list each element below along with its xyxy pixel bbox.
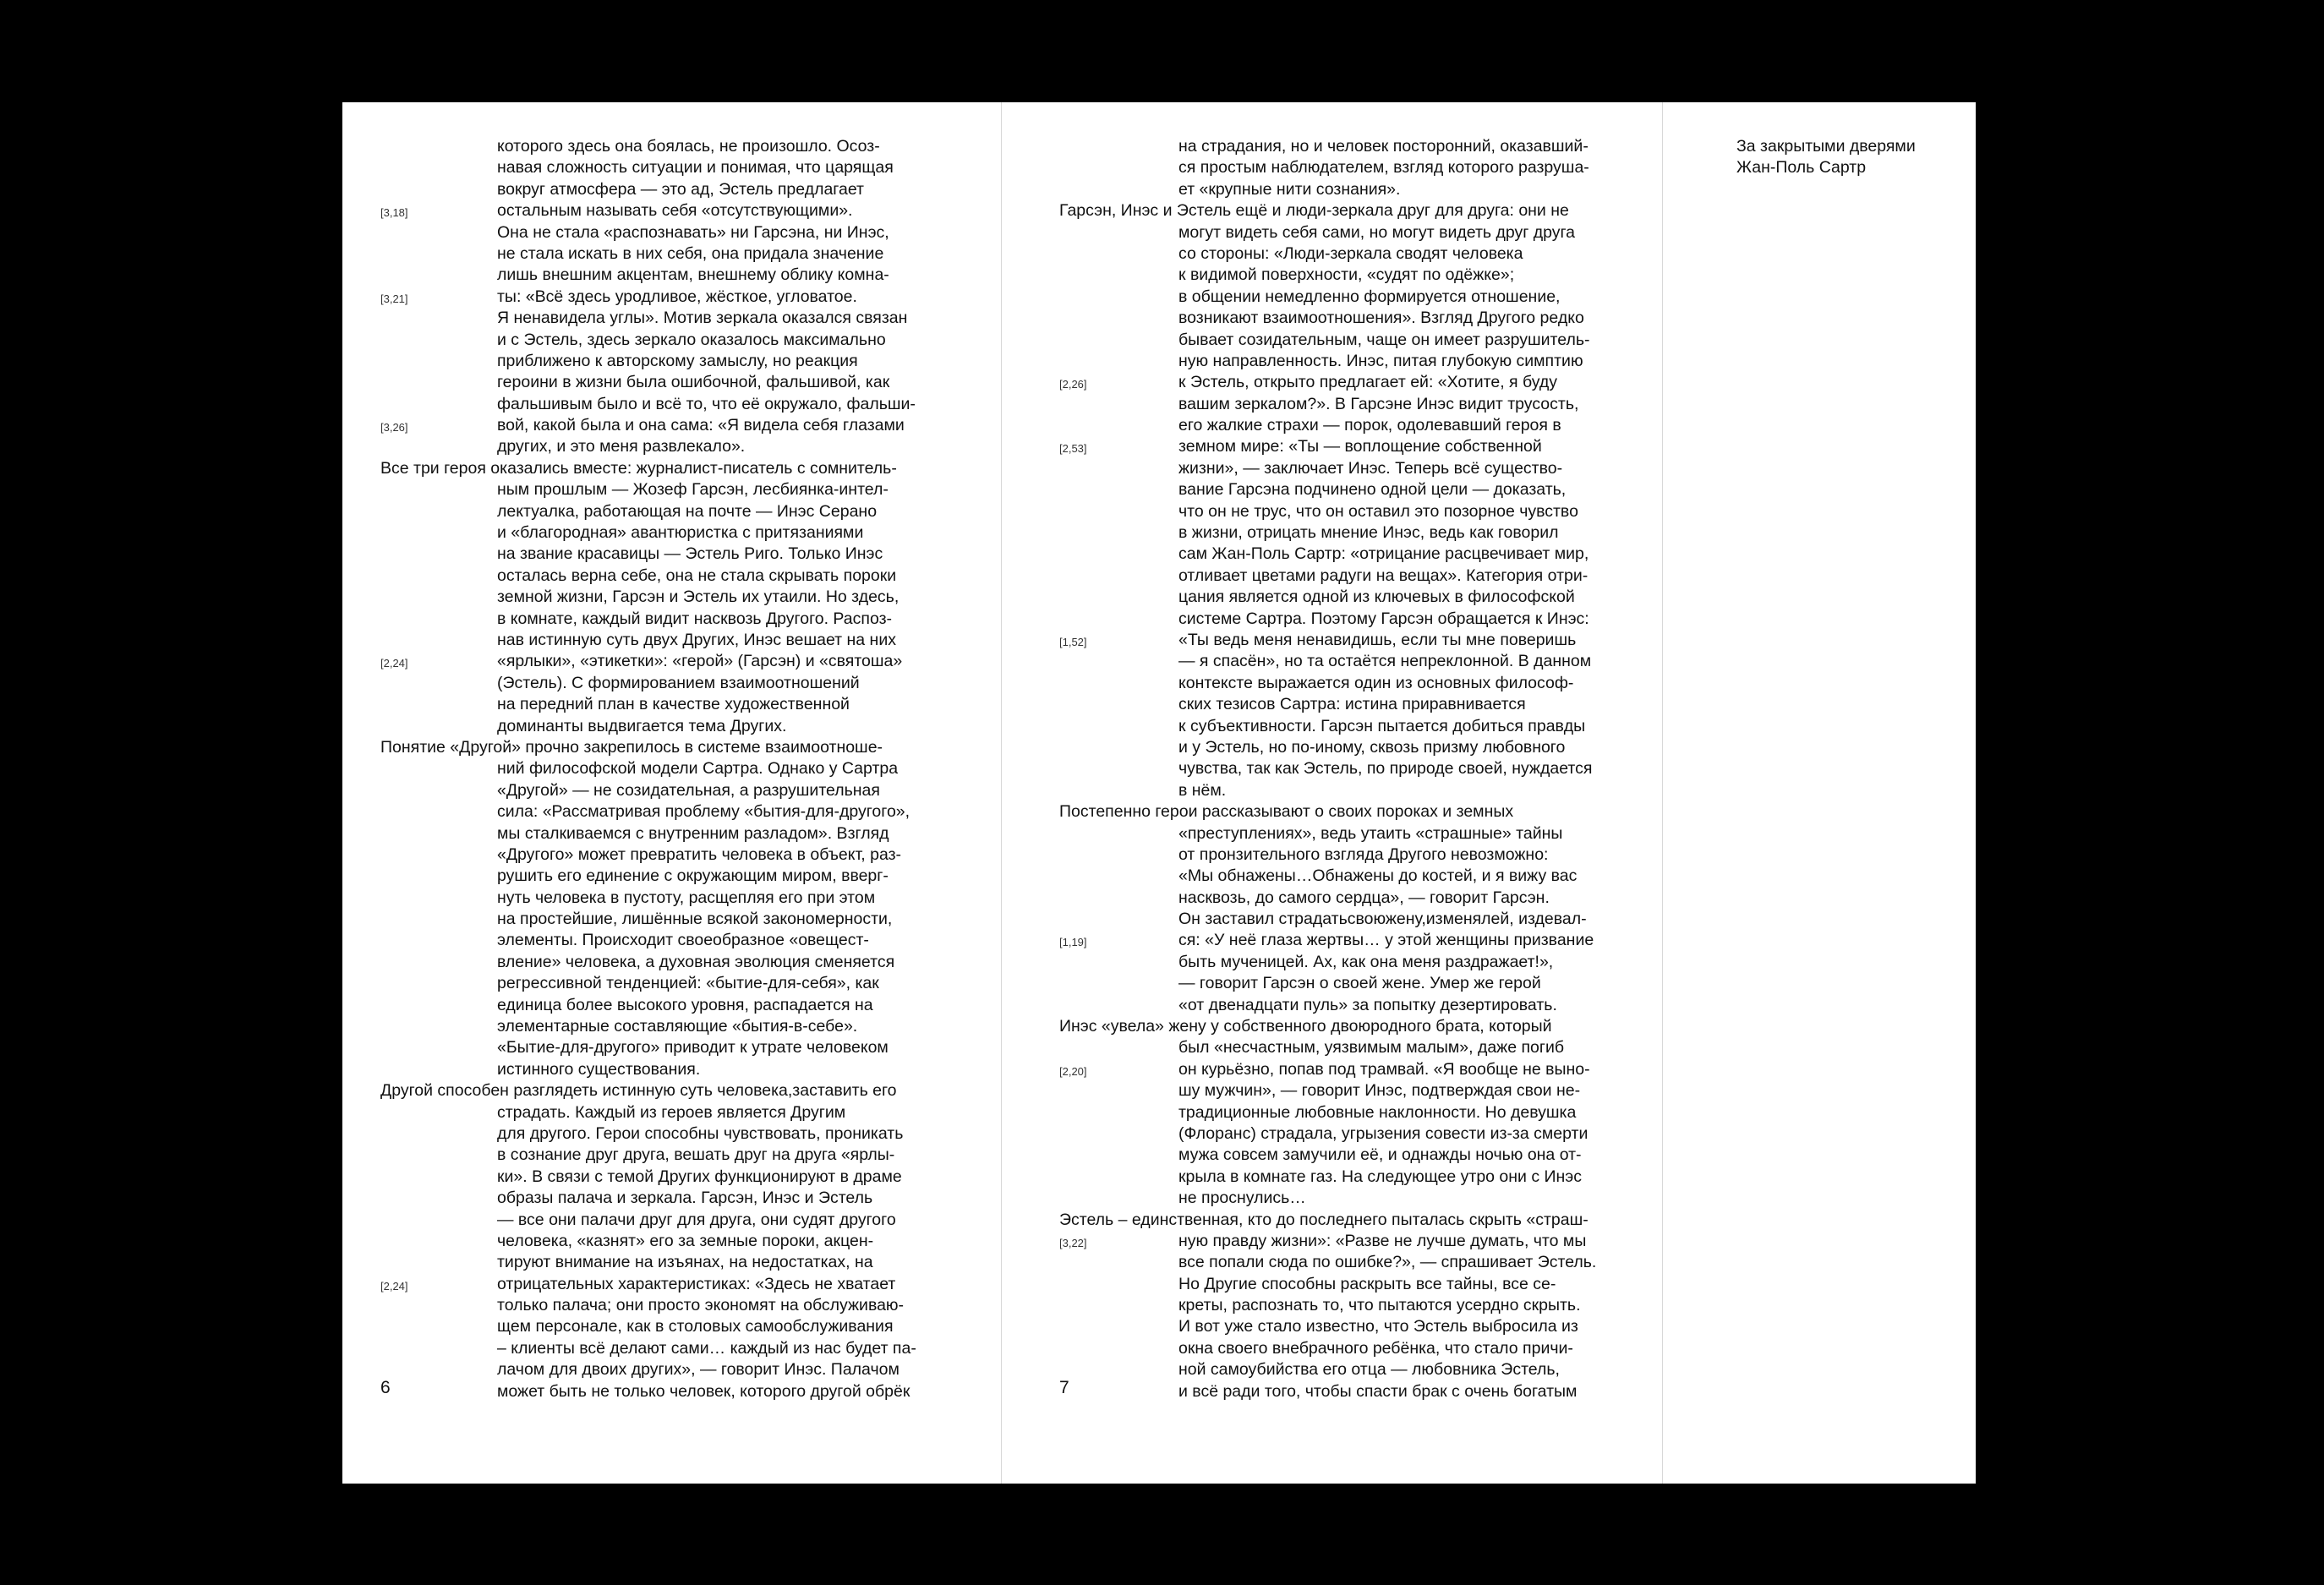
text-line: [1002, 1231, 1662, 1252]
line-text: в нём.: [1178, 780, 1227, 800]
line-text: в сознание друг друга, вешать друг на друга «ярлы-: [497, 1145, 895, 1165]
text-line: [342, 1123, 1001, 1145]
right-page-text: [1002, 136, 1662, 1402]
line-text: в комнате, каждый видит насквозь Другого. Распоз-: [497, 609, 893, 628]
line-text: сам Жан-Поль Сартр: «отрицание расцвечивает мир,: [1178, 544, 1589, 564]
text-line: [1002, 609, 1662, 630]
text-line: [342, 952, 1001, 973]
citation-note: [3,26]: [380, 421, 408, 435]
left-page-text: [342, 136, 1001, 1402]
line-text: Постепенно герои рассказывают о своих пороках и земных: [1059, 802, 1514, 822]
line-text: образы палача и зеркала. Гарсэн, Инэс и Эстель: [497, 1189, 873, 1208]
line-text: лачом для двоих других», — говорит Инэс. Палачом: [497, 1360, 900, 1380]
line-text: ся простым наблюдателем, взгляд которого разруша-: [1178, 158, 1589, 178]
line-text: элементарные составляющие «бытия-в-себе».: [497, 1017, 858, 1036]
line-text: в общении немедленно формируется отношение,: [1178, 287, 1561, 306]
text-line: [1002, 1037, 1662, 1058]
text-line: [1002, 630, 1662, 651]
text-line: [1002, 394, 1662, 415]
text-line: [342, 436, 1001, 457]
line-text: был «несчастным, уязвимым малым», даже погиб: [1178, 1038, 1565, 1058]
line-text: может быть не только человек, которого другой обрёк: [497, 1381, 910, 1401]
text-line: [1002, 287, 1662, 308]
text-line: [342, 1231, 1001, 1252]
text-line: [342, 1167, 1001, 1188]
text-line: [342, 823, 1001, 844]
line-text: – клиенты всё делают сами… каждый из нас будет па-: [497, 1338, 916, 1358]
line-text: ний философской модели Сартра. Однако у Сартра: [497, 759, 899, 779]
line-text: контексте выражается один из основных философ-: [1178, 673, 1574, 692]
text-line: [1002, 587, 1662, 608]
text-line: [342, 758, 1001, 779]
text-line: [342, 1102, 1001, 1123]
text-line: [342, 372, 1001, 393]
text-line: [1002, 308, 1662, 329]
text-line: [342, 265, 1001, 286]
line-text: — говорит Гарсэн о своей жене. Умер же герой: [1178, 974, 1541, 993]
text-line: [342, 136, 1001, 157]
text-line: [342, 479, 1001, 500]
line-text: на звание красавицы — Эстель Риго. Только Инэс: [497, 544, 883, 564]
line-text: нуть человека в пустоту, расщепляя его при этом: [497, 888, 876, 907]
text-line: [342, 501, 1001, 522]
line-text: Понятие «Другой» прочно закрепилось в системе взаимоотноше-: [380, 737, 883, 757]
line-text: «преступлениях», ведь утаить «страшные» тайны: [1178, 823, 1563, 843]
text-line: [1002, 136, 1662, 157]
line-text: к видимой поверхности, «судят по одёжке»;: [1178, 265, 1515, 285]
citation-note: [1,19]: [1059, 936, 1087, 949]
page-number-right: 7: [1059, 1378, 1069, 1397]
text-line: [342, 609, 1001, 630]
text-line: [342, 844, 1001, 866]
line-text: ки». В связи с темой Других функционируют в драме: [497, 1167, 902, 1186]
text-line: [1002, 222, 1662, 243]
line-text: для другого. Герои способны чувствовать, проникать: [497, 1123, 904, 1143]
line-text: ет «крупные нити сознания».: [1178, 179, 1401, 199]
line-text: вашим зеркалом?». В Гарсэне Инэс видит трусость,: [1178, 394, 1579, 413]
text-line: [342, 1210, 1001, 1231]
text-line: [1002, 1059, 1662, 1080]
text-line: [342, 995, 1001, 1016]
line-text: Я ненавидела углы». Мотив зеркала оказался связан: [497, 309, 908, 328]
text-line: [1002, 1123, 1662, 1145]
citation-note: [2,24]: [380, 1279, 408, 1293]
line-text: он курьёзно, попав под трамвай. «Я вообще не выно-: [1178, 1059, 1590, 1079]
text-line: [342, 1080, 1001, 1101]
line-text: «ярлыки», «этикетки»: «герой» (Гарсэн) и «святоша»: [497, 652, 903, 671]
line-text: (Эстель). С формированием взаимоотношений: [497, 673, 860, 692]
line-text: креты, распознать то, что пытаются усердно скрыть.: [1178, 1296, 1581, 1315]
text-line: [342, 200, 1001, 221]
text-line: [1002, 651, 1662, 672]
cover-flap: [1663, 102, 1976, 1484]
text-line: [1002, 157, 1662, 178]
text-line: [1002, 909, 1662, 930]
text-line: [1002, 1295, 1662, 1316]
line-text: ских тезисов Сартра: истина приравнивается: [1178, 695, 1526, 714]
line-text: — я спасён», но та остаётся непреклонной. В данном: [1178, 652, 1592, 671]
line-text: жизни», — заключает Инэс. Теперь всё существо-: [1178, 458, 1563, 478]
line-text: человека, «казнят» его за земные пороки, акцен-: [497, 1231, 874, 1250]
text-line: [1002, 1102, 1662, 1123]
line-text: ную правду жизни»: «Разве не лучше думать, что мы: [1178, 1231, 1587, 1250]
line-text: Эстель – единственная, кто до последнего пыталась скрыть «страш-: [1059, 1210, 1589, 1229]
line-text: к субъективности. Гарсэн пытается добиться правды: [1178, 716, 1586, 735]
text-line: [342, 930, 1001, 951]
citation-note: [2,24]: [380, 657, 408, 670]
text-line: [1002, 673, 1662, 694]
line-text: героини в жизни была ошибочной, фальшивой, как: [497, 373, 890, 392]
line-text: системе Сартра. Поэтому Гарсэн обращается к Инэс:: [1178, 609, 1589, 628]
line-text: отливает цветами радуги на вещах». Категория отри-: [1178, 566, 1589, 585]
text-line: [1002, 415, 1662, 436]
line-text: И вот уже стало известно, что Эстель выбросила из: [1178, 1317, 1578, 1336]
text-line: [342, 394, 1001, 415]
text-line: [342, 287, 1001, 308]
text-line: [342, 866, 1001, 887]
text-line: [1002, 1381, 1662, 1402]
line-text: «Бытие-для-другого» приводит к утрате человеком: [497, 1038, 889, 1058]
text-line: [342, 1059, 1001, 1080]
text-line: [1002, 1145, 1662, 1166]
text-line: [342, 243, 1001, 265]
line-text: ным прошлым — Жозеф Гарсэн, лесбиянка-интел-: [497, 480, 889, 500]
text-line: [1002, 179, 1662, 200]
line-text: тируют внимание на изъянах, на недостатках, на: [497, 1253, 873, 1272]
text-line: [342, 222, 1001, 243]
text-line: [342, 1338, 1001, 1359]
line-text: (Флоранс) страдала, угрызения совести из-за смерти: [1178, 1123, 1589, 1143]
line-text: мы сталкиваемся с внутренним разладом». Взгляд: [497, 823, 889, 843]
text-line: [1002, 1274, 1662, 1295]
text-line: [1002, 1252, 1662, 1273]
line-text: регрессивной тенденцией: «бытие-для-себя», как: [497, 974, 879, 993]
book-author: Жан-Поль Сартр: [1736, 158, 1867, 178]
line-text: Но Другие способны раскрыть все тайны, все се-: [1178, 1274, 1556, 1293]
right-page: [1002, 102, 1662, 1484]
text-line: [1002, 1210, 1662, 1231]
line-text: шу мужчин», — говорит Инэс, подтверждая свои не-: [1178, 1081, 1581, 1101]
line-text: доминанты выдвигается тема Других.: [497, 716, 787, 735]
line-text: крыла в комнате газ. На следующее утро они с Инэс: [1178, 1167, 1582, 1186]
page-number-left: 6: [380, 1378, 391, 1397]
line-text: вокруг атмосфера — это ад, Эстель предлагает: [497, 179, 864, 199]
text-line: [342, 780, 1001, 801]
line-text: его жалкие страхи — порок, одолевавший героя в: [1178, 416, 1561, 435]
line-text: отрицательных характеристиках: «Здесь не хватает: [497, 1274, 896, 1293]
line-text: на простейшие, лишённые всякой закономерности,: [497, 910, 893, 929]
line-text: мужа совсем замучили её, и однажды ночью она от-: [1178, 1145, 1582, 1165]
left-page: [342, 102, 1001, 1484]
text-line: [1002, 351, 1662, 372]
line-text: лектуалка, работающая на почте — Инэс Серано: [497, 501, 878, 521]
text-line: [342, 566, 1001, 587]
line-text: «Другой» — не созидательная, а разрушительная: [497, 780, 880, 800]
line-text: остальным называть себя «отсутствующими».: [497, 201, 853, 221]
text-line: [1002, 1338, 1662, 1359]
text-line: [1002, 479, 1662, 500]
line-text: ную направленность. Инэс, питая глубокую симптию: [1178, 351, 1583, 370]
text-line: [342, 630, 1001, 651]
text-line: [342, 1359, 1001, 1380]
line-text: нав истинную суть двух Других, Инэс вешает на них: [497, 630, 896, 649]
line-text: со стороны: «Люди-зеркала сводят человека: [1178, 243, 1523, 263]
line-text: приближено к авторскому замыслу, но реакция: [497, 351, 858, 370]
text-line: [1002, 436, 1662, 457]
line-text: традиционные любовные наклонности. Но девушка: [1178, 1102, 1577, 1122]
text-line: [342, 716, 1001, 737]
line-text: рушить его единение с окружающим миром, вверг-: [497, 866, 889, 886]
line-text: единица более высокого уровня, распадается на: [497, 995, 873, 1014]
line-text: ся: «У неё глаза жертвы… у этой женщины призвание: [1178, 931, 1594, 950]
line-text: от пронзительного взгляда Другого невозможно:: [1178, 844, 1549, 864]
line-text: Она не стала «распознавать» ни Гарсэна, ни Инэс,: [497, 222, 889, 242]
line-text: все попали сюда по ошибке?», — спрашивает Эстель.: [1178, 1253, 1597, 1272]
text-line: [1002, 566, 1662, 587]
text-line: [342, 351, 1001, 372]
citation-note: [3,21]: [380, 292, 408, 305]
line-text: ты: «Всё здесь уродливое, жёсткое, угловатое.: [497, 287, 857, 306]
text-line: [342, 458, 1001, 479]
line-text: «от двенадцати пуль» за попытку дезертировать.: [1178, 995, 1557, 1014]
text-line: [1002, 1016, 1662, 1037]
text-line: [342, 1274, 1001, 1295]
text-line: [342, 157, 1001, 178]
text-line: [1002, 330, 1662, 351]
text-line: [342, 1316, 1001, 1337]
text-line: [342, 651, 1001, 672]
line-text: сила: «Рассматривая проблему «бытия-для-другого»,: [497, 802, 910, 822]
book-credit: [1736, 136, 1916, 179]
line-text: истинного существования.: [497, 1059, 701, 1079]
citation-note: [2,20]: [1059, 1064, 1087, 1078]
line-text: элементы. Происходит своеобразное «овещест-: [497, 931, 869, 950]
text-line: [1002, 995, 1662, 1016]
line-text: страдать. Каждый из героев является Другим: [497, 1102, 846, 1122]
line-text: на передний план в качестве художественной: [497, 695, 850, 714]
line-text: ной самоубийства его отца — любовника Эстель,: [1178, 1360, 1560, 1380]
line-text: и у Эстель, но по-иному, сквозь призму любовного: [1178, 737, 1566, 757]
text-line: [1002, 737, 1662, 758]
text-line: [1002, 758, 1662, 779]
line-text: Гарсэн, Инэс и Эстель ещё и люди-зеркала друг для друга: они не: [1059, 201, 1569, 221]
line-text: бывает созидательным, чаще он имеет разрушитель-: [1178, 330, 1590, 349]
line-text: могут видеть себя сами, но могут видеть друг друга: [1178, 222, 1576, 242]
text-line: [342, 801, 1001, 823]
text-line: [342, 1037, 1001, 1058]
line-text: и всё ради того, чтобы спасти брак с очень богатым: [1178, 1381, 1578, 1401]
line-text: к Эстель, открыто предлагает ей: «Хотите, я буду: [1178, 373, 1557, 392]
line-text: «Мы обнажены…Обнажены до костей, и я вижу вас: [1178, 866, 1578, 886]
text-line: [342, 1381, 1001, 1402]
line-text: вание Гарсэна подчинено одной цели — доказать,: [1178, 480, 1567, 500]
text-line: [1002, 200, 1662, 221]
text-line: [1002, 801, 1662, 823]
text-line: [1002, 372, 1662, 393]
line-text: и «благородная» авантюристка с притязаниями: [497, 523, 864, 543]
text-line: [1002, 930, 1662, 951]
text-line: [1002, 501, 1662, 522]
text-line: [1002, 243, 1662, 265]
text-line: [342, 544, 1001, 565]
text-line: [342, 179, 1001, 200]
line-text: цания является одной из ключевых в философской: [1178, 588, 1575, 607]
line-text: что он не трус, что он оставил это позорное чувство: [1178, 501, 1578, 521]
line-text: Инэс «увела» жену у собственного двоюродного брата, который: [1059, 1017, 1552, 1036]
text-line: [1002, 1080, 1662, 1101]
text-line: [1002, 716, 1662, 737]
text-line: [342, 308, 1001, 329]
line-text: Все три героя оказались вместе: журналист-писатель с сомнитель-: [380, 458, 897, 478]
line-text: насквозь, до самого сердца», — говорит Гарсэн.: [1178, 888, 1550, 907]
line-text: которого здесь она боялась, не произошло. Осоз-: [497, 137, 880, 156]
text-line: [342, 522, 1001, 544]
text-line: [1002, 1188, 1662, 1209]
text-line: [342, 737, 1001, 758]
line-text: лишь внешним акцентам, внешнему облику комна-: [497, 265, 889, 285]
text-line: [1002, 1359, 1662, 1380]
line-text: в жизни, отрицать мнение Инэс, ведь как говорил: [1178, 523, 1559, 543]
text-line: [342, 694, 1001, 715]
text-line: [342, 1016, 1001, 1037]
text-line: [1002, 823, 1662, 844]
line-text: чувства, так как Эстель, по природе своей, нуждается: [1178, 759, 1593, 779]
text-line: [1002, 780, 1662, 801]
line-text: Другой способен разглядеть истинную суть человека,заставить его: [380, 1081, 897, 1101]
text-line: [342, 673, 1001, 694]
book-title: За закрытыми дверями: [1736, 137, 1916, 156]
text-line: [342, 973, 1001, 994]
text-line: [342, 1145, 1001, 1166]
text-line: [342, 330, 1001, 351]
citation-note: [2,53]: [1059, 442, 1087, 456]
text-line: [1002, 694, 1662, 715]
line-text: не проснулись…: [1178, 1189, 1306, 1208]
line-text: фальшивым было и всё то, что её окружало, фальши-: [497, 394, 916, 413]
citation-note: [3,22]: [1059, 1236, 1087, 1249]
line-text: окна своего внебрачного ребёнка, что стало причи-: [1178, 1338, 1573, 1358]
text-line: [342, 909, 1001, 930]
text-line: [1002, 973, 1662, 994]
line-text: вой, какой была и она сама: «Я видела себя глазами: [497, 416, 905, 435]
text-line: [1002, 522, 1662, 544]
citation-note: [3,18]: [380, 206, 408, 220]
line-text: «Другого» может превратить человека в объект, раз-: [497, 844, 902, 864]
text-line: [1002, 888, 1662, 909]
text-line: [342, 1295, 1001, 1316]
line-text: быть мученицей. Ах, как она меня раздражает!»,: [1178, 952, 1554, 971]
text-line: [1002, 844, 1662, 866]
line-text: на страдания, но и человек посторонний, оказавший-: [1178, 137, 1589, 156]
line-text: щем персонале, как в столовых самообслуживания: [497, 1317, 894, 1336]
text-line: [1002, 1316, 1662, 1337]
line-text: Он заставил страдатьсвоюжену,изменялей, издевал-: [1178, 910, 1587, 929]
line-text: возникают взаимоотношения». Взгляд Другого редко: [1178, 309, 1584, 328]
line-text: только палача; они просто экономят на обслуживаю-: [497, 1296, 905, 1315]
text-line: [1002, 458, 1662, 479]
line-text: других, и это меня развлекало».: [497, 437, 746, 456]
line-text: навая сложность ситуации и понимая, что царящая: [497, 158, 894, 178]
text-line: [1002, 265, 1662, 286]
line-text: не стала искать в них себя, она придала значение: [497, 243, 884, 263]
text-line: [342, 888, 1001, 909]
line-text: и с Эстель, здесь зеркало оказалось максимально: [497, 330, 886, 349]
citation-note: [2,26]: [1059, 378, 1087, 391]
text-line: [1002, 866, 1662, 887]
line-text: «Ты ведь меня ненавидишь, если ты мне поверишь: [1178, 630, 1577, 649]
text-line: [1002, 952, 1662, 973]
text-line: [342, 1252, 1001, 1273]
text-line: [1002, 1167, 1662, 1188]
text-line: [342, 415, 1001, 436]
citation-note: [1,52]: [1059, 635, 1087, 648]
text-line: [342, 1188, 1001, 1209]
text-line: [342, 587, 1001, 608]
line-text: вление» человека, а духовная эволюция сменяется: [497, 952, 895, 971]
line-text: осталась верна себе, она не стала скрывать пороки: [497, 566, 897, 585]
text-line: [1002, 544, 1662, 565]
line-text: земной жизни, Гарсэн и Эстель их утаили. Но здесь,: [497, 588, 900, 607]
line-text: — все они палачи друг для друга, они судят другого: [497, 1210, 896, 1229]
line-text: земном мире: «Ты — воплощение собственной: [1178, 437, 1542, 456]
